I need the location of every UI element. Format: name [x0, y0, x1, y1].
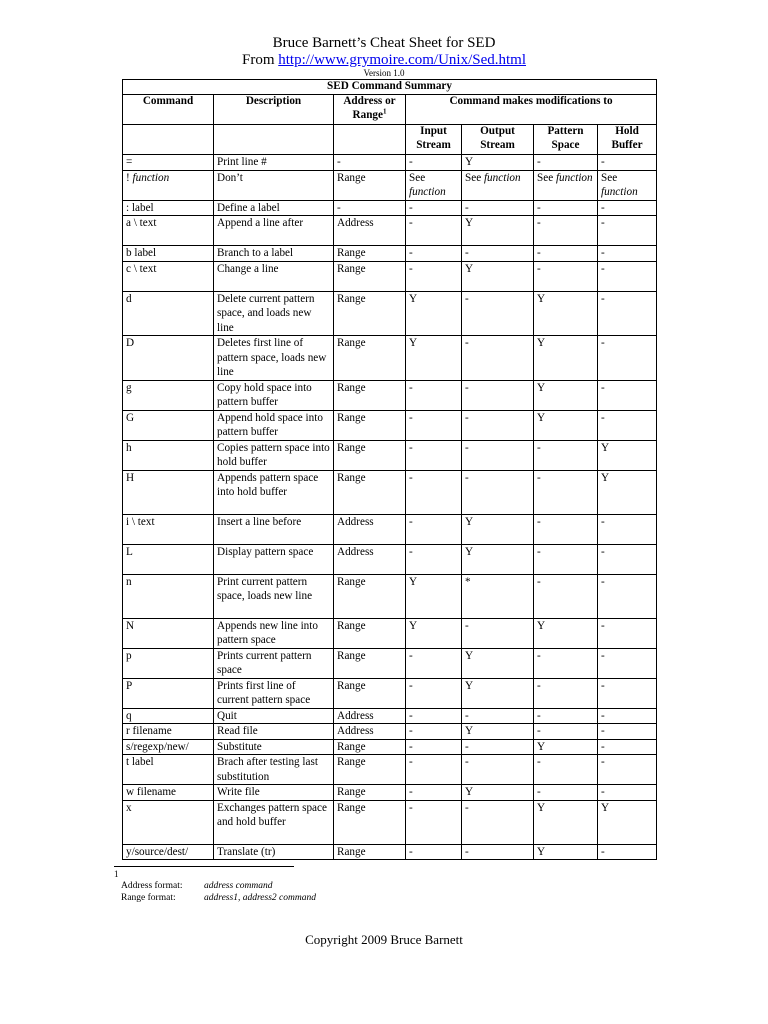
version-label: Version 1.0	[363, 68, 405, 78]
table-row	[123, 544, 657, 574]
modification-cell-pat: -	[534, 785, 598, 801]
modification-cell-hold: -	[598, 246, 657, 262]
address-cell: -	[334, 200, 406, 216]
modification-cell-in: Y	[406, 574, 462, 618]
page-title: Bruce Barnett’s Cheat Sheet for SED	[272, 35, 496, 51]
table-row	[123, 440, 657, 470]
address-cell: -	[334, 155, 406, 171]
command-text: q	[126, 709, 132, 722]
modification-cell-in: -	[406, 470, 462, 514]
modification-cell-pat: -	[534, 678, 598, 708]
modification-cell-in: -	[406, 380, 462, 410]
modification-cell-pat: -	[534, 544, 598, 574]
see-function-text: function	[555, 171, 593, 184]
column-header-modifications: Command makes modifications to	[406, 95, 657, 125]
footnote-address-value: address command	[204, 881, 273, 891]
command-cell	[123, 246, 214, 262]
address-cell: Range	[334, 755, 406, 785]
modification-cell-in: -	[406, 844, 462, 860]
footnote-divider	[114, 866, 294, 867]
command-cell	[123, 678, 214, 708]
modification-cell-out: -	[462, 739, 534, 755]
address-cell: Address	[334, 216, 406, 246]
modification-cell-in: -	[406, 216, 462, 246]
blank-header-cell	[214, 125, 334, 155]
address-cell: Range	[334, 574, 406, 618]
modification-cell-out: See function	[462, 170, 534, 200]
modification-cell-out: -	[462, 380, 534, 410]
source-link[interactable]: http://www.grymoire.com/Unix/Sed.html	[278, 52, 527, 68]
modification-cell-in: -	[406, 246, 462, 262]
column-header-description: Description	[214, 95, 334, 125]
column-header-output-stream: Output Stream	[462, 125, 534, 155]
modification-cell-out: Y	[462, 648, 534, 678]
description-cell: Appends new line into pattern space	[214, 618, 334, 648]
from-prefix: From	[241, 52, 279, 68]
description-cell: Copy hold space into pattern buffer	[214, 380, 334, 410]
description-cell: Write file	[214, 785, 334, 801]
command-cell	[123, 544, 214, 574]
modification-cell-hold: -	[598, 785, 657, 801]
description-cell: Appends pattern space into hold buffer	[214, 470, 334, 514]
command-text: N	[126, 619, 135, 632]
modification-cell-pat: -	[534, 470, 598, 514]
description-cell: Print line #	[214, 155, 334, 171]
description-cell: Exchanges pattern space and hold buffer	[214, 800, 334, 844]
modification-cell-out: -	[462, 470, 534, 514]
command-cell	[123, 216, 214, 246]
address-cell: Address	[334, 724, 406, 740]
command-cell	[123, 291, 214, 336]
modification-cell-hold: -	[598, 708, 657, 724]
modification-cell-pat: See function	[534, 170, 598, 200]
address-cell: Range	[334, 410, 406, 440]
command-text: L	[126, 545, 133, 558]
modification-cell-in: -	[406, 514, 462, 544]
modification-cell-hold: -	[598, 261, 657, 291]
modification-cell-in: Y	[406, 336, 462, 381]
command-text: d	[126, 292, 132, 305]
modification-cell-out: -	[462, 200, 534, 216]
see-function-text: function	[409, 186, 446, 198]
modification-cell-hold: -	[598, 844, 657, 860]
modification-cell-hold: -	[598, 514, 657, 544]
modification-cell-hold: -	[598, 755, 657, 785]
command-text: t label	[126, 756, 154, 768]
table-row	[123, 410, 657, 440]
command-text: =	[126, 156, 133, 168]
command-cell	[123, 648, 214, 678]
modification-cell-out: Y	[462, 261, 534, 291]
modification-cell-out: -	[462, 708, 534, 724]
modification-cell-hold: -	[598, 410, 657, 440]
modification-cell-hold: -	[598, 216, 657, 246]
table-row	[123, 755, 657, 785]
address-header-text: Address or Range	[343, 95, 396, 121]
table-row	[123, 470, 657, 514]
footnote-address-label: Address format:	[121, 881, 183, 891]
modification-cell-in: -	[406, 739, 462, 755]
modification-cell-out: -	[462, 618, 534, 648]
table-row	[123, 170, 657, 200]
modification-cell-pat: Y	[534, 291, 598, 336]
modification-cell-pat: Y	[534, 844, 598, 860]
modification-cell-hold: Y	[598, 470, 657, 514]
modification-cell-hold: -	[598, 200, 657, 216]
description-cell: Deletes first line of pattern space, loads new line	[214, 336, 334, 381]
table-row	[123, 800, 657, 844]
column-header-hold-buffer: Hold Buffer	[598, 125, 657, 155]
see-function-text: function	[601, 186, 638, 198]
command-text: i \ text	[126, 515, 155, 528]
modification-cell-in: -	[406, 544, 462, 574]
modification-cell-hold: Y	[598, 440, 657, 470]
description-cell: Insert a line before	[214, 514, 334, 544]
command-text: H	[126, 471, 135, 484]
column-header-pattern-space: Pattern Space	[534, 125, 598, 155]
command-text: r filename	[126, 725, 172, 737]
modification-cell-out: -	[462, 291, 534, 336]
modification-cell-pat: Y	[534, 336, 598, 381]
description-cell: Translate (tr)	[214, 844, 334, 860]
modification-cell-in: -	[406, 410, 462, 440]
command-cell	[123, 739, 214, 755]
command-cell	[123, 574, 214, 618]
modification-cell-hold: -	[598, 291, 657, 336]
modification-cell-out: Y	[462, 785, 534, 801]
description-cell: Brach after testing last substitution	[214, 755, 334, 785]
modification-cell-in: -	[406, 724, 462, 740]
modification-cell-out: Y	[462, 678, 534, 708]
address-cell: Range	[334, 170, 406, 200]
address-cell: Range	[334, 648, 406, 678]
command-text: !	[126, 171, 130, 184]
modification-cell-pat: -	[534, 708, 598, 724]
modification-cell-hold: -	[598, 574, 657, 618]
modification-cell-hold: Y	[598, 800, 657, 844]
modification-cell-hold: -	[598, 678, 657, 708]
modification-cell-out: Y	[462, 724, 534, 740]
command-cell	[123, 170, 214, 200]
table-row	[123, 336, 657, 381]
command-cell	[123, 261, 214, 291]
table-row	[123, 618, 657, 648]
modification-cell-in: -	[406, 261, 462, 291]
table-row	[123, 514, 657, 544]
modification-cell-pat: Y	[534, 618, 598, 648]
modification-cell-pat: -	[534, 755, 598, 785]
modification-cell-out: Y	[462, 544, 534, 574]
column-header-input-stream: Input Stream	[406, 125, 462, 155]
command-cell	[123, 470, 214, 514]
source-line	[0, 51, 768, 69]
address-cell: Range	[334, 844, 406, 860]
footnote-ref: 1	[382, 106, 387, 115]
description-cell: Display pattern space	[214, 544, 334, 574]
table-row	[123, 648, 657, 678]
description-cell: Append hold space into pattern buffer	[214, 410, 334, 440]
modification-cell-in: -	[406, 440, 462, 470]
modification-cell-hold: -	[598, 618, 657, 648]
description-cell: Define a label	[214, 200, 334, 216]
address-cell: Range	[334, 800, 406, 844]
modification-cell-hold: -	[598, 724, 657, 740]
address-cell: Address	[334, 708, 406, 724]
table-row	[123, 261, 657, 291]
description-cell: Append a line after	[214, 216, 334, 246]
column-header-address	[334, 95, 406, 125]
command-cell	[123, 755, 214, 785]
command-cell	[123, 785, 214, 801]
modification-cell-in: -	[406, 785, 462, 801]
command-text: g	[126, 381, 132, 394]
modification-cell-pat: -	[534, 155, 598, 171]
blank-header-cell	[334, 125, 406, 155]
description-cell: Delete current pattern space, and loads new line	[214, 291, 334, 336]
command-text: s/regexp/new/	[126, 740, 189, 753]
description-cell: Prints first line of current pattern space	[214, 678, 334, 708]
address-cell: Range	[334, 261, 406, 291]
modification-cell-pat: -	[534, 246, 598, 262]
command-cell	[123, 200, 214, 216]
table-body	[123, 155, 657, 860]
table-row	[123, 291, 657, 336]
modification-cell-out: -	[462, 800, 534, 844]
modification-cell-pat: -	[534, 200, 598, 216]
modification-cell-out: -	[462, 246, 534, 262]
footnote-mark: 1	[114, 869, 119, 879]
command-text: c \ text	[126, 262, 157, 275]
command-text: : label	[126, 201, 154, 214]
table-row	[123, 739, 657, 755]
table-caption: SED Command Summary	[123, 80, 657, 95]
modification-cell-pat: Y	[534, 739, 598, 755]
address-cell: Range	[334, 618, 406, 648]
command-text: P	[126, 679, 133, 692]
table-row	[123, 216, 657, 246]
description-cell: Print current pattern space, loads new line	[214, 574, 334, 618]
command-cell	[123, 514, 214, 544]
address-cell: Range	[334, 380, 406, 410]
command-cell	[123, 618, 214, 648]
command-text: y/source/dest/	[126, 845, 189, 858]
modification-cell-pat: -	[534, 216, 598, 246]
address-cell: Range	[334, 291, 406, 336]
modification-cell-hold: -	[598, 544, 657, 574]
modification-cell-in: Y	[406, 618, 462, 648]
modification-cell-pat: Y	[534, 380, 598, 410]
address-cell: Range	[334, 440, 406, 470]
footnote-range-value: address1, address2 command	[204, 893, 316, 903]
footnote-range-label: Range format:	[121, 893, 176, 903]
modification-cell-out: -	[462, 336, 534, 381]
modification-cell-hold: See function	[598, 170, 657, 200]
table-row	[123, 724, 657, 740]
modification-cell-in: See function	[406, 170, 462, 200]
modification-cell-in: -	[406, 155, 462, 171]
copyright: Copyright 2009 Bruce Barnett	[305, 932, 463, 947]
address-cell: Address	[334, 544, 406, 574]
modification-cell-pat: -	[534, 514, 598, 544]
description-cell: Copies pattern space into hold buffer	[214, 440, 334, 470]
command-text: D	[126, 337, 135, 349]
modification-cell-hold: -	[598, 336, 657, 381]
modification-cell-pat: -	[534, 574, 598, 618]
column-header-command: Command	[123, 95, 214, 125]
command-cell	[123, 800, 214, 844]
command-text: b label	[126, 247, 157, 259]
modification-cell-hold: -	[598, 380, 657, 410]
modification-cell-out: Y	[462, 155, 534, 171]
command-text: h	[126, 441, 132, 454]
command-cell	[123, 336, 214, 381]
table-row	[123, 574, 657, 618]
command-text: w filename	[126, 786, 177, 798]
modification-cell-pat: Y	[534, 410, 598, 440]
table-row	[123, 380, 657, 410]
command-cell	[123, 155, 214, 171]
description-cell: Substitute	[214, 739, 334, 755]
command-text: a \ text	[126, 217, 157, 229]
command-text: G	[126, 411, 135, 424]
command-text: p	[126, 649, 132, 662]
table-row	[123, 678, 657, 708]
description-cell: Quit	[214, 708, 334, 724]
address-cell: Range	[334, 470, 406, 514]
command-text: n	[126, 575, 132, 588]
command-cell	[123, 410, 214, 440]
modification-cell-pat: -	[534, 648, 598, 678]
table-row	[123, 246, 657, 262]
modification-cell-out: -	[462, 410, 534, 440]
blank-header-cell	[123, 125, 214, 155]
description-cell: Branch to a label	[214, 246, 334, 262]
command-cell	[123, 708, 214, 724]
modification-cell-out: -	[462, 844, 534, 860]
command-cell	[123, 380, 214, 410]
modification-cell-in: -	[406, 678, 462, 708]
modification-cell-pat: -	[534, 440, 598, 470]
modification-cell-pat: -	[534, 724, 598, 740]
address-cell: Address	[334, 514, 406, 544]
modification-cell-out: *	[462, 574, 534, 618]
modification-cell-in: -	[406, 708, 462, 724]
command-cell	[123, 724, 214, 740]
command-cell	[123, 440, 214, 470]
address-cell: Range	[334, 336, 406, 381]
modification-cell-out: Y	[462, 514, 534, 544]
modification-cell-out: -	[462, 755, 534, 785]
modification-cell-out: Y	[462, 216, 534, 246]
table-row	[123, 155, 657, 171]
description-cell: Don’t	[214, 170, 334, 200]
modification-cell-pat: Y	[534, 800, 598, 844]
description-cell: Change a line	[214, 261, 334, 291]
address-cell: Range	[334, 785, 406, 801]
table-row	[123, 708, 657, 724]
modification-cell-in: -	[406, 200, 462, 216]
command-cell	[123, 844, 214, 860]
modification-cell-out: -	[462, 440, 534, 470]
modification-cell-in: -	[406, 648, 462, 678]
modification-cell-pat: -	[534, 261, 598, 291]
table-row	[123, 200, 657, 216]
modification-cell-hold: -	[598, 648, 657, 678]
modification-cell-hold: -	[598, 739, 657, 755]
address-cell: Range	[334, 739, 406, 755]
sed-command-table	[122, 79, 657, 860]
address-cell: Range	[334, 246, 406, 262]
see-function-text: function	[483, 171, 521, 184]
command-argument: function	[132, 171, 170, 184]
table-row	[123, 844, 657, 860]
table-row	[123, 785, 657, 801]
description-cell: Prints current pattern space	[214, 648, 334, 678]
description-cell: Read file	[214, 724, 334, 740]
modification-cell-in: Y	[406, 291, 462, 336]
modification-cell-hold: -	[598, 155, 657, 171]
modification-cell-in: -	[406, 755, 462, 785]
command-text: x	[126, 801, 132, 814]
modification-cell-in: -	[406, 800, 462, 844]
address-cell: Range	[334, 678, 406, 708]
